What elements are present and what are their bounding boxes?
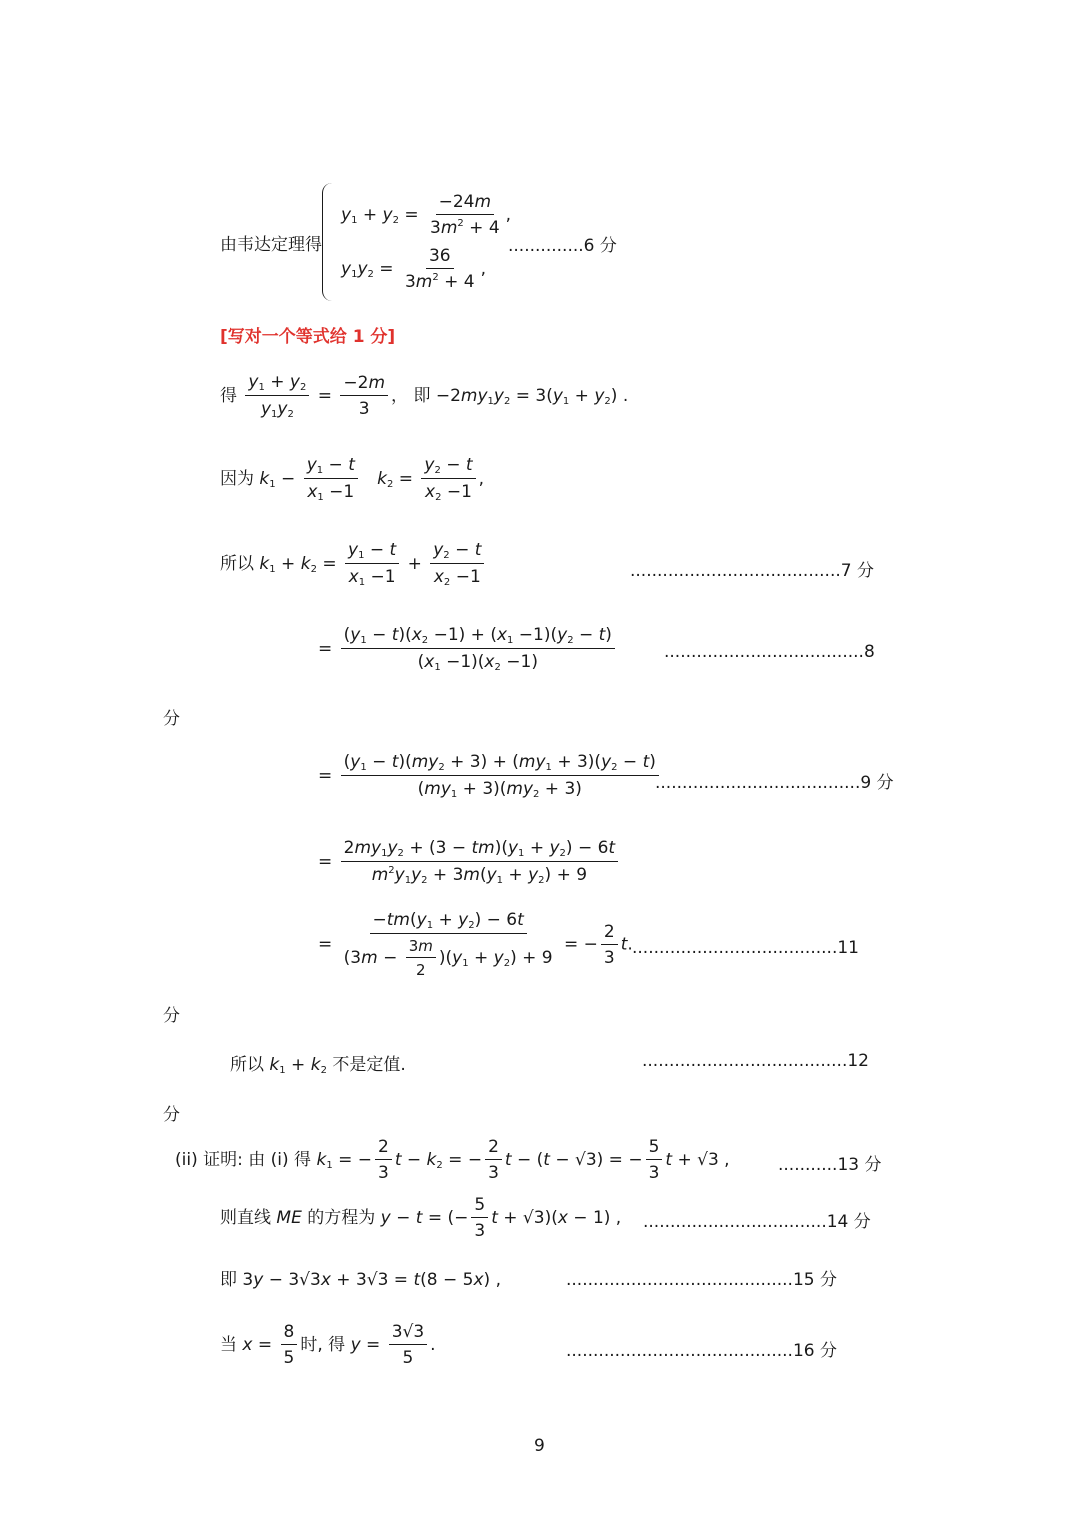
- conclusion: 所以 $k_1 + k_2$ 不是定值.: [230, 1055, 406, 1076]
- red-note: [写对一个等式给 1 分]: [220, 327, 396, 347]
- step-16: 当 x = $\frac{8}{5}$ 时, 得 y = $\frac{3√3}{5}$ .: [220, 1322, 436, 1368]
- step-9: = $\frac{(y_1 - t)(my_2 + 3) + (my_1 + 3)(y_2 - t)}{(my_1 + 3)(my_2 + 3)}$: [318, 752, 662, 800]
- score-13: ...........13 分: [778, 1155, 882, 1175]
- score-14: ..................................14 分: [643, 1212, 871, 1232]
- score-16: ..........................................16 分: [566, 1341, 837, 1361]
- fen-8: 分: [163, 709, 180, 729]
- page-number: 9: [534, 1436, 545, 1456]
- score-7: .......................................7 分: [630, 561, 874, 581]
- vieta-block: [220, 183, 511, 301]
- score-8: .....................................8: [664, 642, 875, 662]
- fen-12: 分: [163, 1105, 180, 1125]
- step-10: = $\frac{2my_1y_2 + (3 - tm)(y_1 + y_2) - 6t}{m^2y_1y_2 + 3m(y_1 + y_2) + 9}$: [318, 838, 621, 886]
- ratio-equation: 得 $\frac{y_1 + y_2}{y_1y_2}$ = $\frac{-2m}{3}$ ， 即 $-2my_1y_2 = 3(y_1 + y_2)$ .: [220, 372, 629, 420]
- line-me: 则直线 ME 的方程为 y − t = (− $\frac{5}{3}$ t + √3)(x − 1) ,: [220, 1195, 622, 1241]
- step-8: = $\frac{(y_1 - t)(x_2 -1) + (x_1 -1)(y_2 - t)}{(x_1 -1)(x_2 -1)}$: [318, 625, 618, 673]
- score-6: ..............6 分: [508, 236, 617, 256]
- step-11: = $-tm(y_1 + y_2) - 6t$ (3m − $\frac{3m}{2}$ )$(y_1 + y_2) + 9$ = − $\frac{2}{3}$ t.: [318, 910, 633, 979]
- score-15: ..........................................15 分: [566, 1270, 837, 1290]
- slope-definitions: 因为 $k_1$ − $\frac{y_1 - t}{x_1 -1}$ $k_2$ = $\frac{y_2 - t}{x_2 -1}$ ,: [220, 455, 484, 503]
- score-11: ......................................11: [632, 938, 859, 958]
- left-brace: [322, 183, 335, 301]
- part-ii: (ii) 证明: 由 (i) 得 $k_1$ = − $\frac{2}{3}$ $t - k_2$ = − $\frac{2}{3}$ t − (t − √3) = − $\frac{5}{3}$ t + √3 ,: [175, 1137, 730, 1183]
- score-9: ......................................9 分: [655, 773, 894, 793]
- vieta-system: $y_1 + y_2$ = $\frac{-24m}{3m^2 + 4}$ , $y_1y_2$ = $\frac{36}{3m^2 + 4}$ ,: [341, 192, 512, 292]
- score-12: ......................................12: [642, 1051, 869, 1071]
- slope-sum: 所以 $k_1 + k_2$ = $\frac{y_1 - t}{x_1 -1}$ + $\frac{y_2 - t}{x_2 -1}$: [220, 540, 487, 588]
- step-15: 即 3y − 3√3x + 3√3 = t(8 − 5x) ,: [220, 1270, 501, 1290]
- fen-11: 分: [163, 1006, 180, 1026]
- vieta-label: 由韦达定理得: [220, 234, 322, 255]
